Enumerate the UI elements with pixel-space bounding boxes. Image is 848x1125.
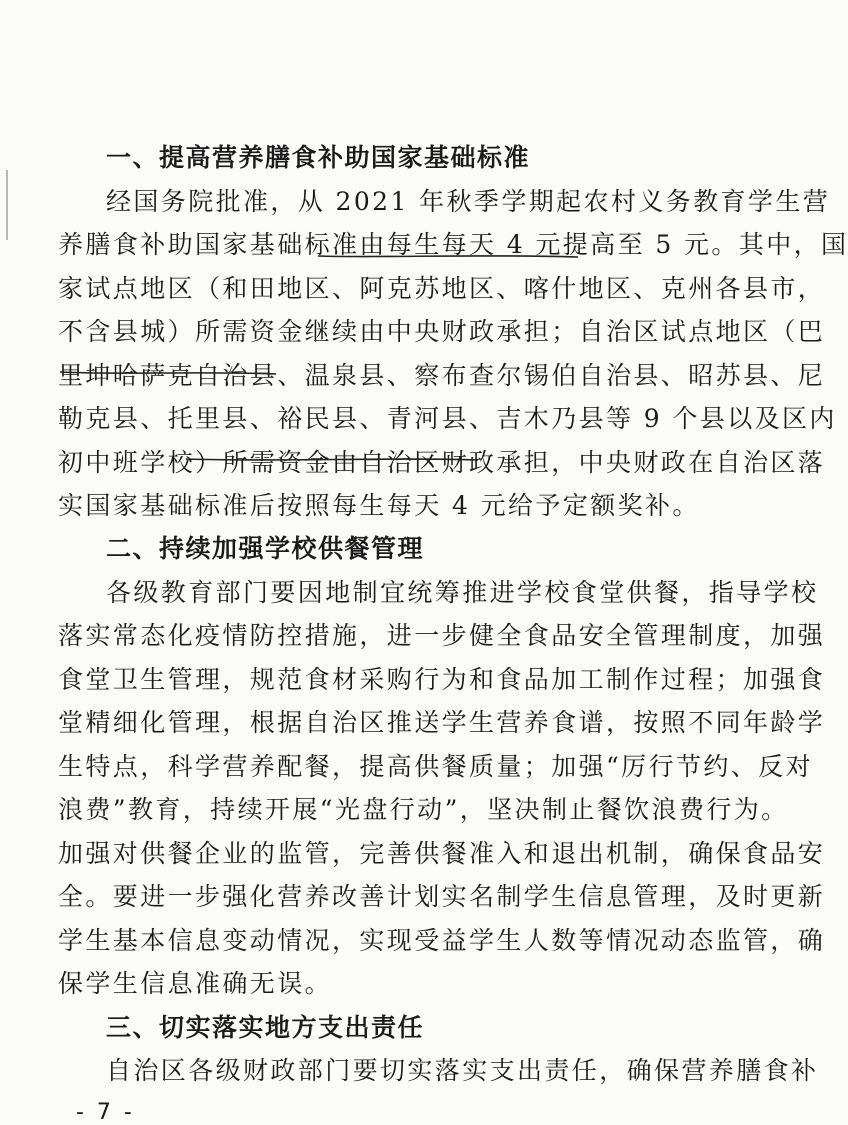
section2-line-4: 堂精细化管理，根据自治区推送学生营养食谱，按照不同年龄学 [58, 708, 826, 737]
section1-line-1: 经国务院批准，从 2021 年秋季学期起农村义务教育学生营 [106, 187, 831, 216]
section1-heading: 一、提高营养膳食补助国家基础标准 [106, 143, 531, 172]
section1-line-8: 实国家基础标准后按照每生每天 4 元给予定额奖补。 [58, 491, 700, 520]
section1-line-5: 里坤哈萨克自治县、温泉县、察布查尔锡伯自治县、昭苏县、尼 [58, 361, 826, 390]
section2-line-2: 落实常态化疫情防控措施，进一步健全食品安全管理制度，加强 [58, 621, 826, 650]
page-number: - 7 - [76, 1100, 135, 1125]
section2-line-9: 学生基本信息变动情况，实现受益学生人数等情况动态监管，确 [58, 926, 826, 955]
section2-line-10: 保学生信息准确无误。 [58, 969, 333, 998]
section1-line-2: 养膳食补助国家基础标准由每生每天 4 元提高至 5 元。其中，国 [58, 230, 848, 259]
section2-line-3: 食堂卫生管理，规范食材采购行为和食品加工制作过程；加强食 [58, 665, 826, 694]
section3-line-1: 自治区各级财政部门要切实落实支出责任，确保营养膳食补 [106, 1056, 819, 1085]
section1-line-6: 勒克县、托里县、裕民县、青河县、吉木乃县等 9 个县以及区内 [58, 404, 837, 433]
section1-line-3: 家试点地区（和田地区、阿克苏地区、喀什地区、克州各县市， [58, 274, 826, 303]
section2-line-5: 生特点，科学营养配餐，提高供餐质量；加强“厉行节约、反对 [58, 752, 813, 781]
section2-line-6: 浪费”教育，持续开展“光盘行动”，坚决制止餐饮浪费行为。 [58, 795, 789, 824]
section2-heading: 二、持续加强学校供餐管理 [106, 534, 425, 563]
section1-line-7: 初中班学校）所需资金由自治区财政承担，中央财政在自治区落 [58, 448, 826, 477]
scan-margin-mark [6, 170, 8, 240]
section2-line-1: 各级教育部门要因地制宜统筹推进学校食堂供餐，指导学校 [106, 578, 819, 607]
section2-line-7: 加强对供餐企业的监管，完善供餐准入和退出机制，确保食品安 [58, 839, 826, 868]
section1-line-4: 不含县城）所需资金继续由中央财政承担；自治区试点地区（巴 [58, 317, 826, 346]
section2-line-8: 全。要进一步强化营养改善计划实名制学生信息管理，及时更新 [58, 882, 826, 911]
section3-heading: 三、切实落实地方支出责任 [106, 1013, 425, 1042]
